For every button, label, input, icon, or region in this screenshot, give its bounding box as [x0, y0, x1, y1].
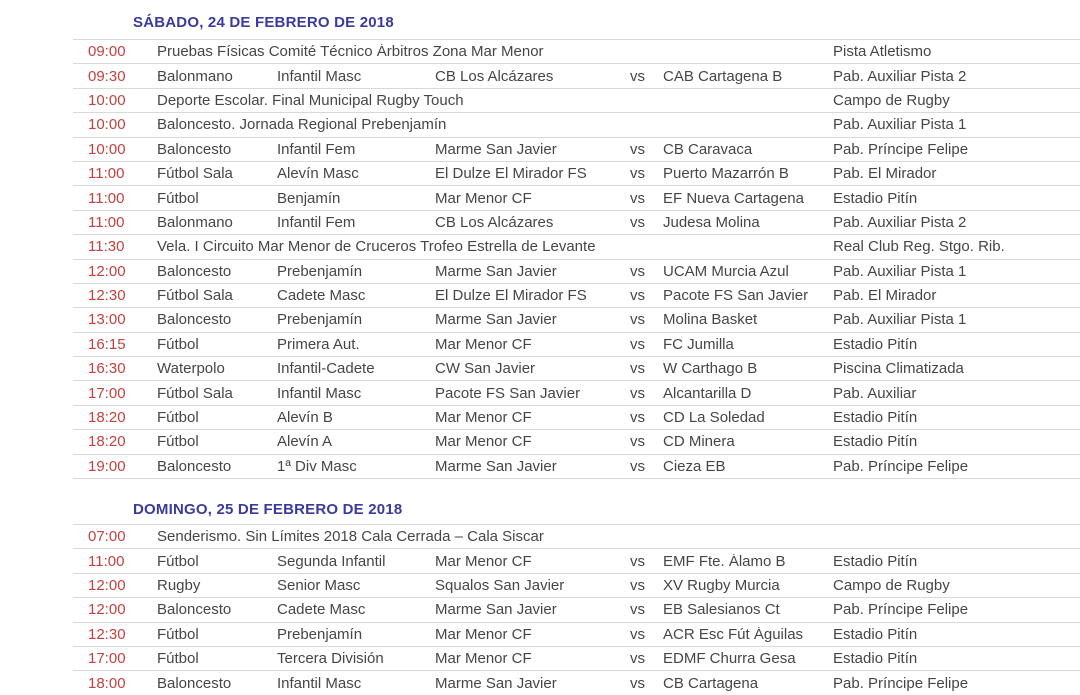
- time-cell: 16:15: [88, 336, 126, 352]
- category-cell: Cadete Masc: [277, 602, 366, 618]
- category-cell: Segunda Infantil: [277, 553, 386, 569]
- home-team-cell: Mar Menor CF: [435, 190, 532, 206]
- venue-cell: Pab. El Mirador: [833, 166, 937, 182]
- time-cell: 12:00: [88, 602, 126, 618]
- vs-label: vs: [630, 166, 645, 182]
- away-team-cell: Molina Basket: [663, 312, 758, 328]
- sport-cell: Baloncesto: [157, 263, 232, 279]
- category-cell: 1ª Div Masc: [277, 458, 357, 474]
- time-cell: 19:00: [88, 458, 126, 474]
- home-team-cell: Marme San Javier: [435, 312, 557, 328]
- table-row: [73, 405, 1080, 429]
- table-row: [73, 137, 1080, 161]
- home-team-cell: Marme San Javier: [435, 263, 557, 279]
- time-cell: 18:00: [88, 675, 126, 691]
- home-team-cell: Pacote FS San Javier: [435, 385, 581, 401]
- table-row: [73, 259, 1080, 283]
- day-rows: [73, 39, 1080, 479]
- category-cell: Cadete Masc: [277, 288, 366, 304]
- away-team-cell: FC Jumilla: [663, 336, 734, 352]
- vs-label: vs: [630, 312, 645, 328]
- vs-label: vs: [630, 263, 645, 279]
- home-team-cell: Mar Menor CF: [435, 336, 532, 352]
- home-team-cell: CB Los Alcázares: [435, 68, 554, 84]
- away-team-cell: ACR Esc Fút Águilas: [663, 626, 804, 642]
- away-team-cell: XV Rugby Murcia: [663, 578, 780, 593]
- event-cell: Baloncesto. Jornada Regional Prebenjamín: [157, 117, 447, 133]
- home-team-cell: El Dulze El Mirador FS: [435, 166, 587, 182]
- time-cell: 11:00: [88, 553, 125, 569]
- table-row: [73, 88, 1080, 112]
- vs-label: vs: [630, 553, 645, 569]
- time-cell: 16:30: [88, 361, 126, 377]
- table-row: [73, 573, 1080, 597]
- sport-cell: Balonmano: [157, 214, 233, 230]
- category-cell: Alevín Masc: [277, 166, 359, 182]
- away-team-cell: CAB Cartagena B: [663, 68, 783, 84]
- away-team-cell: EB Salesianos Ct: [663, 602, 780, 618]
- time-cell: 13:00: [88, 312, 126, 328]
- sport-cell: Fútbol: [157, 410, 199, 426]
- time-cell: 10:00: [88, 141, 126, 157]
- category-cell: Infantil Masc: [277, 68, 362, 84]
- category-cell: Alevín B: [277, 410, 333, 426]
- table-row: [73, 307, 1080, 331]
- day-rows: [73, 524, 1080, 695]
- away-team-cell: Judesa Molina: [663, 214, 760, 230]
- home-team-cell: Squalos San Javier: [435, 578, 565, 593]
- table-row: [73, 161, 1080, 185]
- table-row: [73, 210, 1080, 234]
- time-cell: 12:30: [88, 288, 126, 304]
- table-row: [73, 332, 1080, 356]
- venue-cell: Campo de Rugby: [833, 578, 950, 593]
- home-team-cell: Marme San Javier: [435, 141, 557, 157]
- sport-cell: Baloncesto: [157, 312, 232, 328]
- category-cell: Infantil Masc: [277, 385, 362, 401]
- away-team-cell: Pacote FS San Javier: [663, 288, 809, 304]
- table-row: [73, 39, 1080, 63]
- category-cell: Tercera División: [277, 651, 384, 667]
- venue-cell: Pab. Auxiliar: [833, 385, 917, 401]
- table-row: [73, 380, 1080, 404]
- vs-label: vs: [630, 214, 645, 230]
- table-row: [73, 646, 1080, 670]
- time-cell: 11:30: [88, 239, 125, 255]
- home-team-cell: Marme San Javier: [435, 458, 557, 474]
- home-team-cell: CW San Javier: [435, 361, 536, 377]
- table-row: [73, 454, 1080, 478]
- home-team-cell: Marme San Javier: [435, 602, 557, 618]
- time-cell: 09:30: [88, 68, 126, 84]
- table-row: [73, 283, 1080, 307]
- venue-cell: Pab. Príncipe Felipe: [833, 675, 969, 691]
- venue-cell: Estadio Pitín: [833, 190, 918, 206]
- venue-cell: Campo de Rugby: [833, 92, 950, 108]
- category-cell: Infantil-Cadete: [277, 361, 375, 377]
- day-title: SÁBADO, 24 DE FEBRERO DE 2018: [133, 14, 394, 31]
- venue-cell: Estadio Pitín: [833, 553, 918, 569]
- category-cell: Primera Aut.: [277, 336, 360, 352]
- vs-label: vs: [630, 361, 645, 377]
- venue-cell: Pab. Príncipe Felipe: [833, 458, 969, 474]
- table-row: [73, 597, 1080, 621]
- vs-label: vs: [630, 626, 645, 642]
- category-cell: Infantil Masc: [277, 675, 362, 691]
- category-cell: Infantil Fem: [277, 141, 356, 157]
- sport-cell: Fútbol: [157, 190, 199, 206]
- vs-label: vs: [630, 68, 645, 84]
- sport-cell: Fútbol: [157, 651, 199, 667]
- venue-cell: Pab. Príncipe Felipe: [833, 602, 969, 618]
- sport-cell: Baloncesto: [157, 675, 232, 691]
- vs-label: vs: [630, 410, 645, 426]
- weekend-schedule: [73, 0, 1080, 695]
- time-cell: 09:00: [88, 44, 126, 60]
- sport-cell: Waterpolo: [157, 361, 225, 377]
- time-cell: 12:00: [88, 578, 126, 593]
- home-team-cell: Mar Menor CF: [435, 651, 532, 667]
- vs-label: vs: [630, 288, 645, 304]
- venue-cell: Pab. Auxiliar Pista 1: [833, 263, 967, 279]
- home-team-cell: Mar Menor CF: [435, 410, 532, 426]
- vs-label: vs: [630, 141, 645, 157]
- away-team-cell: Cieza EB: [663, 458, 726, 474]
- sport-cell: Rugby: [157, 578, 201, 593]
- time-cell: 12:00: [88, 263, 126, 279]
- away-team-cell: CD Minera: [663, 434, 735, 450]
- venue-cell: Pab. Auxiliar Pista 1: [833, 312, 967, 328]
- time-cell: 18:20: [88, 410, 126, 426]
- away-team-cell: Puerto Mazarrón B: [663, 166, 789, 182]
- table-row: [73, 670, 1080, 694]
- category-cell: Prebenjamín: [277, 312, 363, 328]
- venue-cell: Pista Atletismo: [833, 44, 932, 60]
- table-row: [73, 234, 1080, 258]
- category-cell: Senior Masc: [277, 578, 361, 593]
- table-row: [73, 63, 1080, 87]
- sport-cell: Fútbol: [157, 434, 199, 450]
- home-team-cell: Mar Menor CF: [435, 434, 532, 450]
- away-team-cell: Alcantarilla D: [663, 385, 752, 401]
- home-team-cell: Mar Menor CF: [435, 553, 532, 569]
- venue-cell: Pab. Auxiliar Pista 2: [833, 214, 967, 230]
- away-team-cell: EF Nueva Cartagena: [663, 190, 804, 206]
- time-cell: 17:00: [88, 651, 126, 667]
- day-title: DOMINGO, 25 DE FEBRERO DE 2018: [133, 501, 403, 519]
- table-row: [73, 429, 1080, 453]
- vs-label: vs: [630, 434, 645, 450]
- day-section: [73, 14, 1080, 479]
- time-cell: 12:30: [88, 626, 126, 642]
- vs-label: vs: [630, 190, 645, 206]
- sport-cell: Baloncesto: [157, 458, 232, 474]
- vs-label: vs: [630, 578, 645, 593]
- event-cell: Senderismo. Sin Límites 2018 Cala Cerrada – Cala Siscar: [157, 529, 544, 545]
- venue-cell: Pab. Príncipe Felipe: [833, 141, 969, 157]
- event-cell: Deporte Escolar. Final Municipal Rugby Touch: [157, 92, 464, 108]
- venue-cell: Estadio Pitín: [833, 626, 918, 642]
- venue-cell: Pab. El Mirador: [833, 288, 937, 304]
- venue-cell: Pab. Auxiliar Pista 2: [833, 68, 967, 84]
- table-row: [73, 548, 1080, 572]
- time-cell: 07:00: [88, 529, 126, 545]
- category-cell: Infantil Fem: [277, 214, 356, 230]
- time-cell: 11:00: [88, 190, 125, 206]
- vs-label: vs: [630, 458, 645, 474]
- day-section: [73, 501, 1080, 695]
- sport-cell: Fútbol Sala: [157, 288, 233, 304]
- event-cell: Vela. I Circuito Mar Menor de Cruceros Trofeo Estrella de Levante: [157, 239, 596, 255]
- vs-label: vs: [630, 651, 645, 667]
- home-team-cell: CB Los Alcázares: [435, 214, 554, 230]
- vs-label: vs: [630, 385, 645, 401]
- sport-cell: Balonmano: [157, 68, 233, 84]
- category-cell: Benjamín: [277, 190, 341, 206]
- time-cell: 17:00: [88, 385, 126, 401]
- category-cell: Alevín A: [277, 434, 333, 450]
- sport-cell: Fútbol Sala: [157, 385, 233, 401]
- table-row: [73, 185, 1080, 209]
- time-cell: 10:00: [88, 117, 126, 133]
- sport-cell: Baloncesto: [157, 602, 232, 618]
- time-cell: 11:00: [88, 214, 125, 230]
- vs-label: vs: [630, 675, 645, 691]
- venue-cell: Estadio Pitín: [833, 651, 918, 667]
- time-cell: 10:00: [88, 92, 126, 108]
- away-team-cell: UCAM Murcia Azul: [663, 263, 789, 279]
- away-team-cell: EDMF Churra Gesa: [663, 651, 796, 667]
- home-team-cell: Mar Menor CF: [435, 626, 532, 642]
- sport-cell: Fútbol: [157, 336, 199, 352]
- venue-cell: Estadio Pitín: [833, 434, 918, 450]
- away-team-cell: CD La Soledad: [663, 410, 765, 426]
- time-cell: 18:20: [88, 434, 126, 450]
- category-cell: Prebenjamín: [277, 626, 363, 642]
- sport-cell: Fútbol Sala: [157, 166, 233, 182]
- sport-cell: Fútbol: [157, 553, 199, 569]
- venue-cell: Pab. Auxiliar Pista 1: [833, 117, 967, 133]
- venue-cell: Piscina Climatizada: [833, 361, 964, 377]
- away-team-cell: EMF Fte. Álamo B: [663, 553, 786, 569]
- venue-cell: Real Club Reg. Stgo. Rib.: [833, 239, 1005, 255]
- away-team-cell: W Carthago B: [663, 361, 758, 377]
- sport-cell: Baloncesto: [157, 141, 232, 157]
- away-team-cell: CB Caravaca: [663, 141, 753, 157]
- table-row: [73, 356, 1080, 380]
- table-row: [73, 112, 1080, 136]
- vs-label: vs: [630, 336, 645, 352]
- category-cell: Prebenjamín: [277, 263, 363, 279]
- table-row: [73, 622, 1080, 646]
- venue-cell: Estadio Pitín: [833, 410, 918, 426]
- sport-cell: Fútbol: [157, 626, 199, 642]
- table-row: [73, 524, 1080, 548]
- home-team-cell: Marme San Javier: [435, 675, 557, 691]
- time-cell: 11:00: [88, 166, 125, 182]
- venue-cell: Estadio Pitín: [833, 336, 918, 352]
- away-team-cell: CB Cartagena: [663, 675, 759, 691]
- vs-label: vs: [630, 602, 645, 618]
- event-cell: Pruebas Físicas Comité Técnico Árbitros Zona Mar Menor: [157, 44, 544, 60]
- home-team-cell: El Dulze El Mirador FS: [435, 288, 587, 304]
